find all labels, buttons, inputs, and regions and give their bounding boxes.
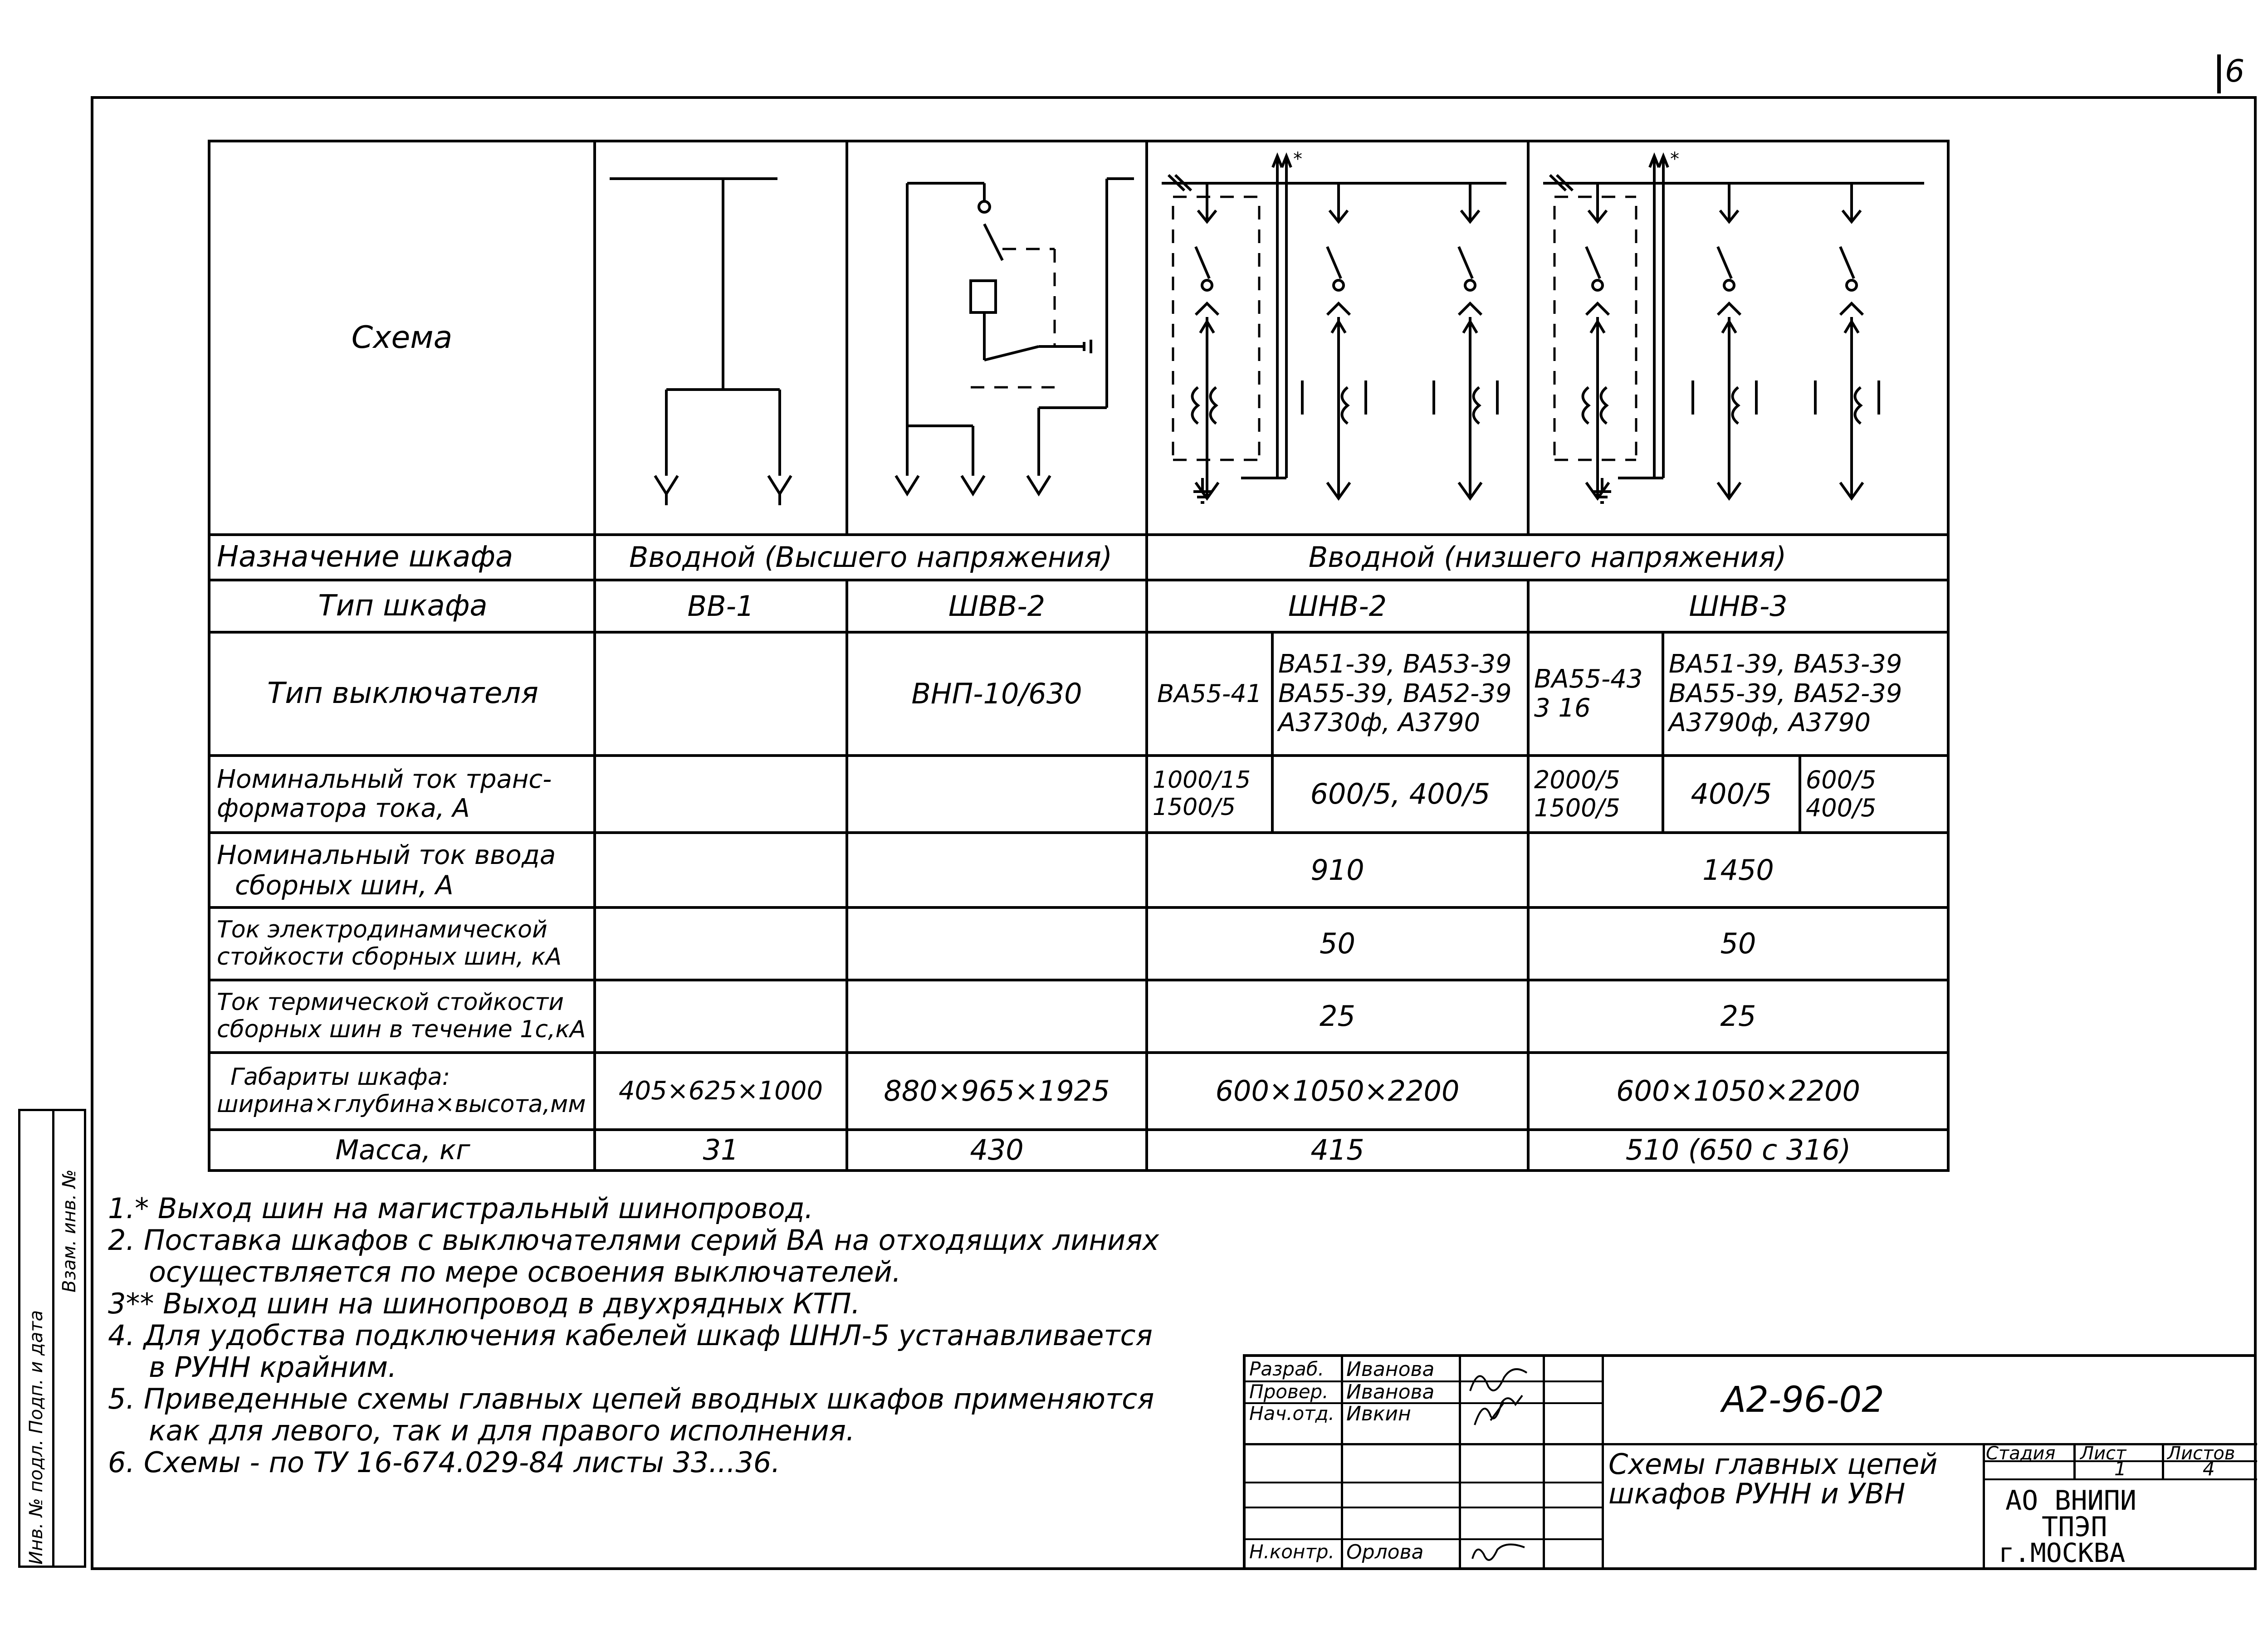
type-shvv2: ШВВ-2 xyxy=(847,580,1147,632)
side-stamp-col1 xyxy=(20,1111,54,1566)
note-5: 5. Приведенные схемы главных цепей вводных шкафов применяются xyxy=(108,1382,1154,1415)
page-number: 6 xyxy=(2225,54,2245,89)
schema-vv1-diagram xyxy=(596,142,846,533)
tb-sheets-value: 4 xyxy=(2203,1458,2215,1480)
tb-role-4: Н.контр. xyxy=(1249,1541,1334,1563)
tb-name-4: Орлова xyxy=(1346,1541,1424,1564)
ct-current-label-line1: Номинальный ток транс- xyxy=(217,764,552,794)
thermal-vv1-empty xyxy=(595,980,847,1053)
dimensions-label-line2: ширина×глубина×высота,мм xyxy=(217,1091,586,1118)
mass-vv1: 31 xyxy=(595,1130,847,1171)
dimensions-shvv2: 880×965×1925 xyxy=(847,1053,1147,1130)
side-stamp xyxy=(18,1109,86,1568)
thermal-shvv2-empty xyxy=(847,980,1147,1053)
tb-org-line2: ТПЭП xyxy=(2042,1511,2107,1543)
schema-shnv3-diagram xyxy=(1530,142,1947,533)
tb-vline-5 xyxy=(1983,1443,1985,1570)
schema-row xyxy=(209,141,1948,535)
purpose-low: Вводной (низшего напряжения) xyxy=(1147,535,1948,580)
thermal-label-line1: Ток термической стойкости xyxy=(217,989,564,1016)
purpose-label: Назначение шкафа xyxy=(209,535,595,580)
tb-name-2: Иванова xyxy=(1346,1380,1435,1404)
tb-role-1: Разраб. xyxy=(1249,1358,1325,1380)
dynamic-vv1-empty xyxy=(595,907,847,980)
tb-org-line1: АО ВНИПИ xyxy=(2005,1485,2136,1517)
ct-current-shnv3-c-line2: 400/5 xyxy=(1805,794,1877,822)
dimensions-label-line1: Габариты шкафа: xyxy=(230,1063,450,1091)
dimensions-shnv2: 600×1050×2200 xyxy=(1147,1053,1528,1130)
thermal-label xyxy=(209,980,595,1053)
side-stamp-col1-text: Инв. № подл. Подп. и дата xyxy=(26,1310,47,1565)
tb-doc-code: А2-96-02 xyxy=(1722,1380,1884,1420)
type-vv1: ВВ-1 xyxy=(595,580,847,632)
breaker-shnv3-b-line3: А3790ф, А3790 xyxy=(1668,708,1871,738)
dynamic-shvv2-empty xyxy=(847,907,1147,980)
note-3: 3** Выход шин на шинопровод в двухрядных КТП. xyxy=(108,1287,860,1320)
busbar-vv1-empty xyxy=(595,833,847,907)
tb-sheet-value: 1 xyxy=(2114,1458,2126,1480)
tb-hline-5 xyxy=(1246,1507,1602,1508)
dynamic-shnv3: 50 xyxy=(1528,907,1948,980)
mass-shnv3: 510 (650 с 316) xyxy=(1528,1130,1948,1171)
note-2: 2. Поставка шкафов с выключателями серий ВА на отходящих линиях xyxy=(108,1224,1159,1257)
note-4-cont: в РУНН крайним. xyxy=(149,1351,397,1384)
ct-current-shnv2-b: 600/5, 400/5 xyxy=(1272,756,1528,833)
note-4: 4. Для удобства подключения кабелей шкаф ШНЛ-5 устанавливается xyxy=(108,1319,1153,1352)
dynamic-label xyxy=(209,907,595,980)
tb-role-3: Нач.отд. xyxy=(1249,1402,1335,1424)
tb-sheets-label: Листов xyxy=(2167,1443,2235,1464)
breaker-shnv3-a-line2: 3 16 xyxy=(1534,693,1591,723)
dynamic-row xyxy=(209,907,1948,980)
ct-current-shnv2-a-line1: 1000/15 xyxy=(1153,766,1251,794)
tb-title-line1: Схемы главных цепей xyxy=(1608,1448,1938,1481)
dynamic-label-line2: стойкости сборных шин, кА xyxy=(217,943,562,971)
ct-current-label xyxy=(209,756,595,833)
dimensions-vv1: 405×625×1000 xyxy=(595,1053,847,1130)
breaker-shnv3-b xyxy=(1663,632,1948,756)
thermal-row xyxy=(209,980,1948,1053)
note-5-cont: как для левого, так и для правого исполнения. xyxy=(149,1414,855,1447)
schema-vv1 xyxy=(595,141,847,535)
busbar-current-row xyxy=(209,833,1948,907)
ct-current-shnv3-a xyxy=(1528,756,1663,833)
dimensions-shnv3: 600×1050×2200 xyxy=(1528,1053,1948,1130)
ct-current-row xyxy=(209,756,1948,833)
breaker-row xyxy=(209,632,1948,756)
ct-current-label-line2: форматора тока, А xyxy=(217,794,470,823)
schema-shnv2-diagram xyxy=(1148,142,1527,533)
tb-hline-6 xyxy=(1246,1538,1602,1540)
schema-label: Схема xyxy=(209,141,595,535)
side-stamp-col2 xyxy=(54,1111,86,1566)
dynamic-shnv2: 50 xyxy=(1147,907,1528,980)
tb-title-line2: шкафов РУНН и УВН xyxy=(1608,1477,1906,1510)
tb-sheet-label: Лист xyxy=(2080,1443,2126,1464)
ct-current-shnv2-a xyxy=(1147,756,1272,833)
ct-current-shnv3-c-line1: 600/5 xyxy=(1805,765,1877,794)
busbar-shvv2-empty xyxy=(847,833,1147,907)
busbar-shnv2: 910 xyxy=(1147,833,1528,907)
busbar-current-label-line2: сборных шин, А xyxy=(235,869,454,901)
schema-star-2: * xyxy=(1670,149,1679,170)
tb-hline-4 xyxy=(1246,1482,1602,1483)
purpose-row xyxy=(209,535,1948,580)
busbar-current-label-line1: Номинальный ток ввода xyxy=(217,839,556,870)
note-6: 6. Схемы - по ТУ 16-674.029-84 листы 33...36. xyxy=(108,1446,781,1479)
thermal-label-line2: сборных шин в течение 1с,кА xyxy=(217,1016,586,1043)
busbar-shnv3: 1450 xyxy=(1528,833,1948,907)
schema-shnv2 xyxy=(1147,141,1528,535)
mass-label: Масса, кг xyxy=(209,1130,595,1171)
tb-name-1: Иванова xyxy=(1346,1358,1435,1381)
spec-table xyxy=(208,140,1950,1172)
tb-signatures xyxy=(1463,1357,1540,1443)
type-label: Тип шкафа xyxy=(209,580,595,632)
breaker-shnv2-b-line3: А3730ф, А3790 xyxy=(1278,708,1481,738)
dimensions-label xyxy=(209,1053,595,1130)
type-shnv3: ШНВ-3 xyxy=(1528,580,1948,632)
breaker-shnv3-a xyxy=(1528,632,1663,756)
ct-current-shnv2-a-line2: 1500/5 xyxy=(1153,794,1236,821)
dynamic-label-line1: Ток электродинамической xyxy=(217,916,547,944)
breaker-shnv2-b-line2: ВА55-39, ВА52-39 xyxy=(1278,678,1512,708)
tb-name-3: Ивкин xyxy=(1346,1402,1411,1425)
busbar-current-label xyxy=(209,833,595,907)
schema-shnv3 xyxy=(1528,141,1948,535)
breaker-shnv2-b xyxy=(1272,632,1528,756)
schema-star-1: * xyxy=(1293,149,1302,170)
schema-shvv2-diagram xyxy=(848,142,1145,533)
breaker-label: Тип выключателя xyxy=(209,632,595,756)
page-number-bar xyxy=(2217,54,2221,93)
breaker-vv1-empty xyxy=(595,632,847,756)
thermal-shnv3: 25 xyxy=(1528,980,1948,1053)
dimensions-row xyxy=(209,1053,1948,1130)
title-block xyxy=(1243,1354,2257,1570)
breaker-shvv2: ВНП-10/630 xyxy=(847,632,1147,756)
type-shnv2: ШНВ-2 xyxy=(1147,580,1528,632)
side-stamp-col2-text: Взам. инв. № xyxy=(59,1169,80,1293)
breaker-shnv2-a: ВА55-41 xyxy=(1147,632,1272,756)
mass-shnv2: 415 xyxy=(1147,1130,1528,1171)
note-1: 1.* Выход шин на магистральный шинопровод. xyxy=(108,1192,814,1225)
ct-current-shnv3-a-line1: 2000/5 xyxy=(1534,765,1620,794)
ct-current-shnv3-c xyxy=(1800,756,1948,833)
tb-vline-4 xyxy=(1602,1357,1604,1570)
ct-current-vv1-empty xyxy=(595,756,847,833)
tb-org-line3: г.МОСКВА xyxy=(1999,1537,2126,1568)
breaker-shnv2-b-line1: ВА51-39, ВА53-39 xyxy=(1278,649,1512,679)
tb-stage-label: Стадия xyxy=(1986,1443,2056,1464)
breaker-shnv3-b-line2: ВА55-39, ВА52-39 xyxy=(1668,678,1902,708)
mass-shvv2: 430 xyxy=(847,1130,1147,1171)
mass-row xyxy=(209,1130,1948,1171)
ct-current-shnv3-a-line2: 1500/5 xyxy=(1534,794,1620,822)
tb-signature-4 xyxy=(1463,1538,1540,1570)
breaker-shnv3-b-line1: ВА51-39, ВА53-39 xyxy=(1668,649,1902,679)
thermal-shnv2: 25 xyxy=(1147,980,1528,1053)
breaker-shnv3-a-line1: ВА55-43 xyxy=(1534,664,1643,694)
ct-current-shnv3-b: 400/5 xyxy=(1663,756,1800,833)
ct-current-shvv2-empty xyxy=(847,756,1147,833)
schema-shvv2 xyxy=(847,141,1147,535)
purpose-high: Вводной (Высшего напряжения) xyxy=(595,535,1147,580)
notes xyxy=(108,1193,1251,1478)
note-2-cont: осуществляется по мере освоения выключателей. xyxy=(149,1255,901,1288)
tb-role-2: Провер. xyxy=(1249,1380,1329,1403)
type-row xyxy=(209,580,1948,632)
